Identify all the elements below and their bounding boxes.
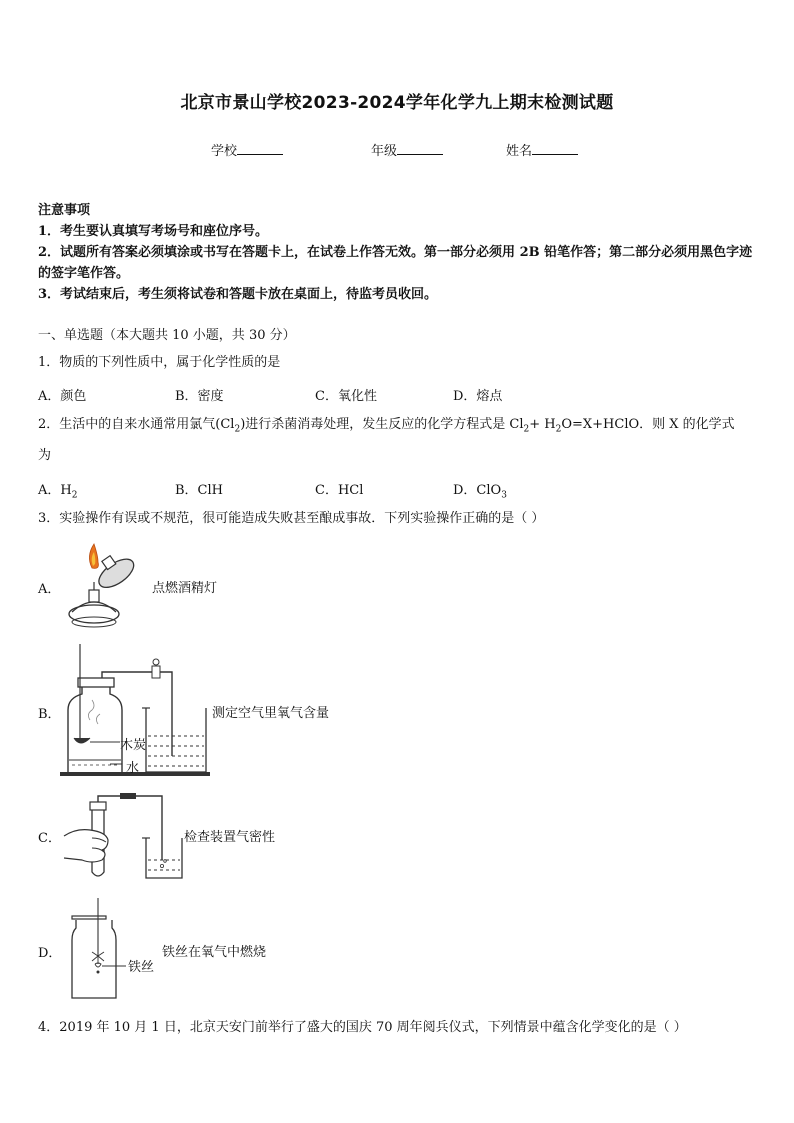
section-heading: 一、单选题（本大题共 10 小题，共 30 分） <box>38 328 296 343</box>
notice-item-3: 3．考试结束后，考生须将试卷和答题卡放在桌面上，待监考员收回。 <box>38 287 438 302</box>
airtightness-check-illustration <box>62 790 187 882</box>
name-blank[interactable] <box>532 142 578 155</box>
q3-option-b-caption: 测定空气里氧气含量 <box>212 706 330 721</box>
q2-sub-2: 2 <box>523 424 530 435</box>
q2-option-b[interactable] <box>175 479 223 498</box>
q1-option-b[interactable]: B．密度 <box>175 389 224 404</box>
q3-stem: 3．实验操作有误或不规范，很可能造成失败甚至酿成事故．下列实验操作正确的是（ ） <box>38 511 545 526</box>
q3-option-a-caption: 点燃酒精灯 <box>152 581 218 596</box>
q3-option-d-letter[interactable]: D． <box>38 946 62 961</box>
q1-option-c[interactable]: C．氧化性 <box>315 389 377 404</box>
oxygen-measurement-apparatus <box>60 640 220 780</box>
school-field[interactable] <box>211 140 283 159</box>
grade-blank[interactable] <box>397 142 443 155</box>
q2-option-b-label: B．ClH <box>175 483 223 498</box>
q2-option-d[interactable] <box>453 479 507 501</box>
q1-option-d[interactable]: D．熔点 <box>453 389 503 404</box>
charcoal-label: 木炭 <box>120 738 147 753</box>
q2-stem-part-d: O=X+HClO．则 X 的化学式 <box>561 417 735 432</box>
q3-option-c-caption: 检查装置气密性 <box>184 830 276 845</box>
alcohol-lamp-illustration <box>62 542 152 632</box>
name-label: 姓名 <box>506 144 533 159</box>
notice-heading: 注意事项 <box>38 203 91 218</box>
grade-field[interactable] <box>371 140 443 159</box>
q2-stem-line2: 为 <box>38 448 52 463</box>
q2-option-c[interactable] <box>315 479 363 498</box>
name-field[interactable] <box>506 140 578 159</box>
water-label: 水 <box>126 761 140 776</box>
q3-option-d-caption: 铁丝在氧气中燃烧 <box>162 945 267 960</box>
q3-option-b-letter[interactable]: B． <box>38 707 61 722</box>
iron-wire-label: 铁丝 <box>128 960 155 975</box>
school-blank[interactable] <box>237 142 283 155</box>
q2-stem-part-a: 2．生活中的自来水通常用氯气(Cl <box>38 417 235 432</box>
q3-option-a-letter[interactable]: A． <box>38 582 61 597</box>
q2-option-d-label: D．ClO <box>453 483 502 498</box>
q4-stem: 4．2019 年 10 月 1 日，北京天安门前举行了盛大的国庆 70 周年阅兵仪式，下列情景中蕴含化学变化的是（ ） <box>38 1020 687 1035</box>
school-label: 学校 <box>211 144 238 159</box>
q2-sub-3: 2 <box>555 424 562 435</box>
grade-label: 年级 <box>371 144 398 159</box>
q1-option-a[interactable]: A．颜色 <box>38 389 87 404</box>
q2-option-a-label: A．H <box>38 483 72 498</box>
q2-sub-1: 2 <box>234 424 241 435</box>
q2-stem-part-c: + H <box>529 417 556 432</box>
q2-option-a-sub: 2 <box>71 490 78 501</box>
q2-stem <box>38 414 735 441</box>
notice-item-2: 2．试题所有答案必须填涂或书写在答题卡上，在试卷上作答无效。第一部分必须用 2B 铅笔作答；第二部分必须用黑色字迹的签字笔作答。 <box>38 245 753 281</box>
q1-stem: 1．物质的下列性质中，属于化学性质的是 <box>38 355 281 370</box>
q2-option-c-label: C．HCl <box>315 483 364 498</box>
q2-option-d-sub: 3 <box>501 490 507 501</box>
q3-option-c-letter[interactable]: C． <box>38 831 61 846</box>
q2-option-a[interactable] <box>38 479 77 501</box>
page-title: 北京市景山学校2023-2024学年化学九上期末检测试题 <box>180 93 614 113</box>
notice-item-1: 1．考生要认真填写考场号和座位序号。 <box>38 224 269 239</box>
q2-stem-part-b: )进行杀菌消毒处理，发生反应的化学方程式是 Cl <box>240 417 524 432</box>
iron-wire-combustion-illustration <box>68 898 128 1002</box>
